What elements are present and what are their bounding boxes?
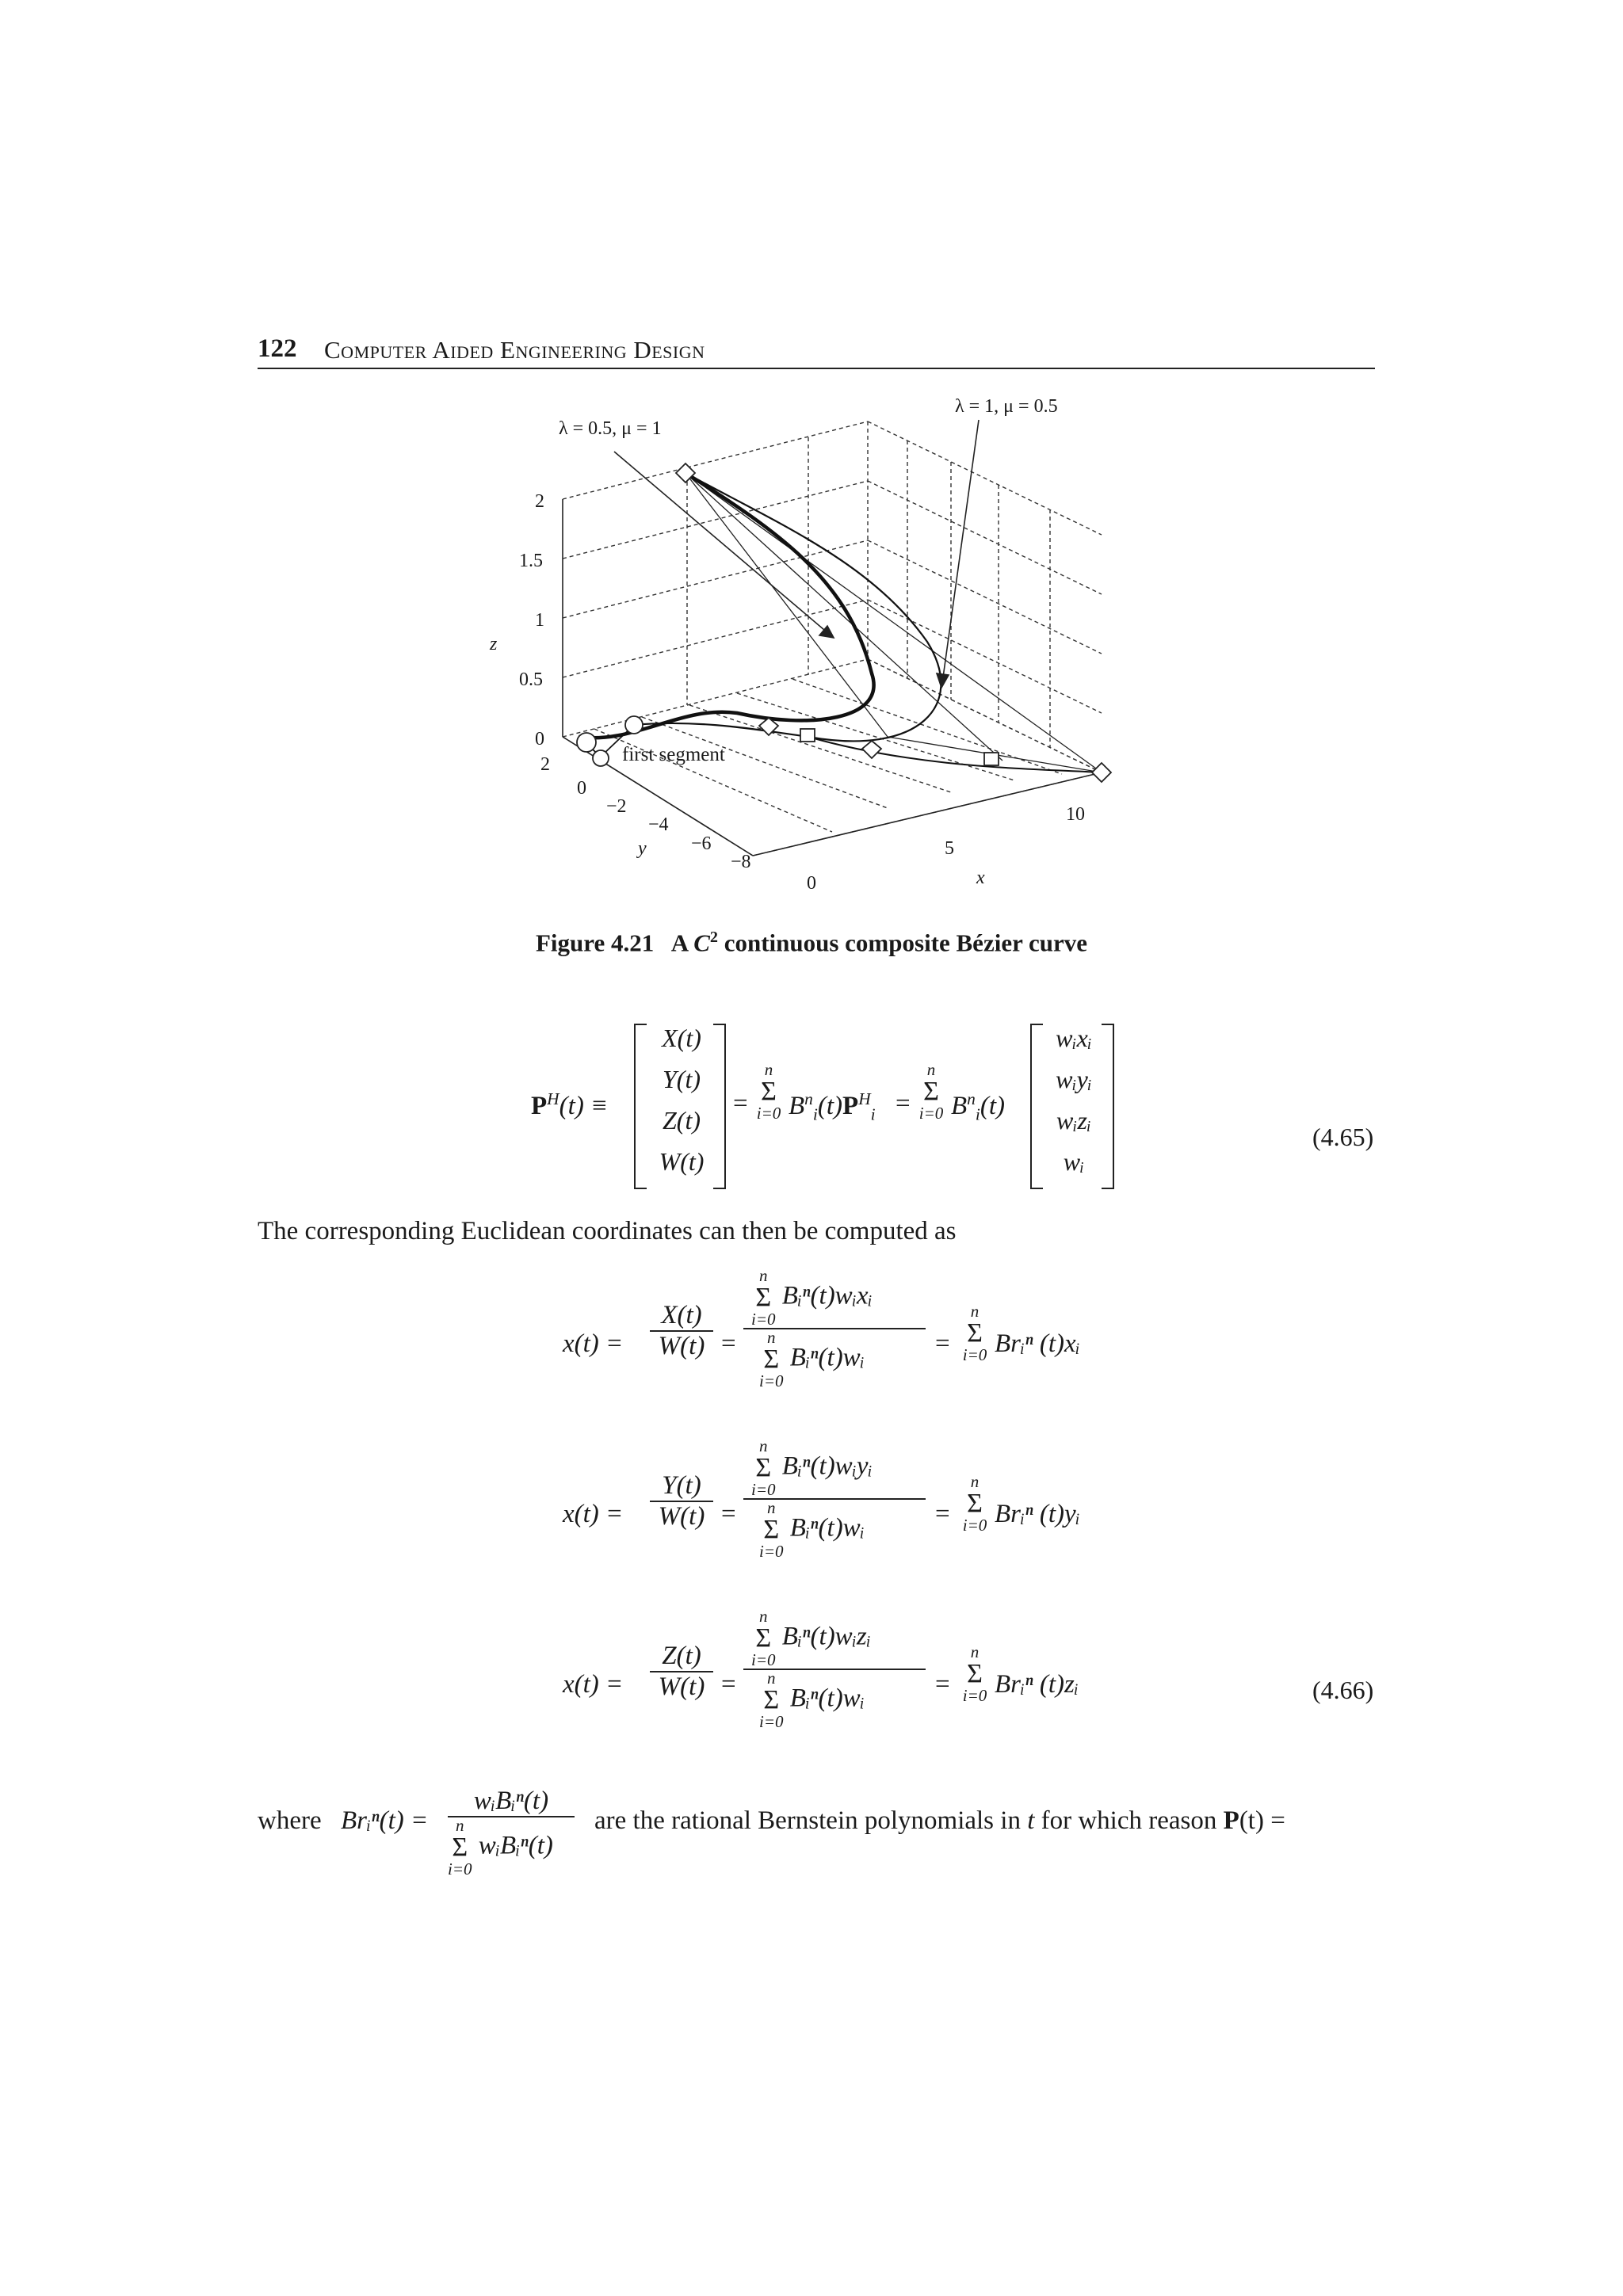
caption-text-b: continuous composite Bézier curve: [724, 929, 1088, 957]
z-tick-label: 0: [535, 729, 544, 749]
equals-sign: =: [721, 1500, 736, 1528]
label-lambda-left: λ = 0.5, μ = 1: [559, 418, 662, 439]
eq-lhs: x(t) =: [563, 1329, 624, 1358]
equation-row-x: [563, 1268, 1276, 1442]
eq-rhs: Brᵢⁿ (t)yᵢ: [995, 1500, 1080, 1528]
figure-3d-plot: [475, 388, 1157, 895]
x-tick-label: 5: [945, 838, 954, 859]
equals-sign: =: [935, 1329, 950, 1358]
equation-number: (4.66): [1312, 1676, 1374, 1704]
matrix-cell: wᵢxᵢ: [1056, 1024, 1092, 1052]
fraction: n Σ i=0 Bᵢⁿ(t)wᵢzᵢ n Σ i=0 Bᵢⁿ(t)wᵢ: [743, 1608, 926, 1730]
y-tick-label: 0: [577, 778, 586, 799]
fraction: $\frac{Z(t)}{W(t)}$: [650, 1642, 713, 1702]
caption-label: Figure 4.21: [535, 929, 655, 957]
x-tick-label: 10: [1066, 804, 1085, 825]
eq-lhs: x(t) =: [563, 1500, 624, 1528]
fraction: n Σ i=0 Bᵢⁿ(t)wᵢyᵢ n Σ i=0 Bᵢⁿ(t)wᵢ: [743, 1438, 926, 1560]
x-tick-label: 0: [807, 873, 816, 894]
matrix-cell: Y(t): [663, 1065, 701, 1093]
eq-rhs: Brᵢⁿ (t)xᵢ: [995, 1329, 1080, 1358]
eq465-lhs: $P^H(t)$ ≡: [531, 1089, 609, 1120]
equation-number: (4.65): [1312, 1123, 1374, 1151]
z-tick-label: 1.5: [519, 551, 543, 571]
matrix-cell: X(t): [662, 1024, 701, 1052]
equals-sign: =: [935, 1500, 950, 1528]
matrix-cell: wᵢzᵢ: [1056, 1106, 1091, 1135]
y-tick-label: 2: [540, 754, 550, 775]
y-tick-label: −6: [691, 833, 712, 854]
equals-sign: =: [721, 1670, 736, 1699]
eq465-term1: $B^n_i(t)P^H_i$: [789, 1089, 876, 1124]
fraction: wᵢBᵢⁿ(t) n Σ i=0 wᵢBᵢⁿ(t): [448, 1787, 575, 1878]
axis-z-label: z: [490, 634, 498, 654]
label-first-segment: first segment: [622, 744, 725, 765]
where-text: are the rational Bernstein polynomials in t for which reason P(t) =: [594, 1806, 1285, 1835]
where-word: where: [258, 1806, 322, 1835]
equals-sign: =: [896, 1089, 911, 1118]
z-tick-label: 0.5: [519, 669, 543, 690]
equation-row-z: [563, 1608, 1276, 1783]
fraction: $\frac{X(t)}{W(t)}$: [650, 1301, 713, 1361]
eq-lhs: x(t) =: [563, 1670, 624, 1699]
caption-exponent: 2: [709, 929, 718, 946]
eq465-term2: $B^n_i(t)$: [951, 1089, 1006, 1124]
axis-x-label: x: [976, 868, 985, 888]
summation-operator: n Σ i=0: [962, 1642, 987, 1705]
summation-operator: n Σ i=0: [962, 1472, 987, 1535]
matrix-cell: wᵢyᵢ: [1056, 1065, 1092, 1093]
summation-operator: n Σ i=0: [756, 1060, 781, 1123]
body-paragraph: The corresponding Euclidean coordinates can then be computed as: [258, 1217, 957, 1245]
z-tick-label: 1: [535, 610, 544, 631]
matrix-cell: Z(t): [663, 1106, 701, 1135]
running-header: [258, 331, 1375, 369]
summation-operator: n Σ i=0: [962, 1302, 987, 1364]
caption-variable: C: [693, 929, 710, 957]
y-tick-label: −4: [648, 814, 669, 835]
equals-sign: =: [733, 1089, 748, 1118]
matrix-cell: wᵢ: [1063, 1147, 1085, 1176]
summation-operator: n Σ i=0: [918, 1060, 944, 1123]
label-lambda-right: λ = 1, μ = 0.5: [955, 396, 1058, 417]
equals-sign: =: [935, 1670, 950, 1699]
fraction: n Σ i=0 Bᵢⁿ(t)wᵢxᵢ n Σ i=0 Bᵢⁿ(t)wᵢ: [743, 1268, 926, 1390]
equals-sign: =: [721, 1329, 736, 1358]
fraction: $\frac{Y(t)}{W(t)}$: [650, 1471, 713, 1531]
running-title: Computer Aided Engineering Design: [324, 336, 705, 364]
eq-rhs: Brᵢⁿ (t)zᵢ: [995, 1670, 1079, 1699]
caption-text-a: A: [670, 929, 688, 957]
equation-row-y: [563, 1438, 1276, 1612]
matrix-cell: W(t): [659, 1147, 705, 1176]
equation-4-65: [515, 1014, 1149, 1204]
where-lhs: Brᵢⁿ(t) =: [341, 1806, 429, 1835]
axis-y-label: y: [638, 838, 647, 859]
z-tick-label: 2: [535, 491, 544, 512]
y-tick-label: −2: [606, 796, 627, 817]
matrix-bracket-left: [634, 1024, 647, 1189]
page-number: 122: [258, 334, 297, 363]
y-tick-label: −8: [731, 852, 751, 872]
figure-caption: [0, 929, 1623, 957]
